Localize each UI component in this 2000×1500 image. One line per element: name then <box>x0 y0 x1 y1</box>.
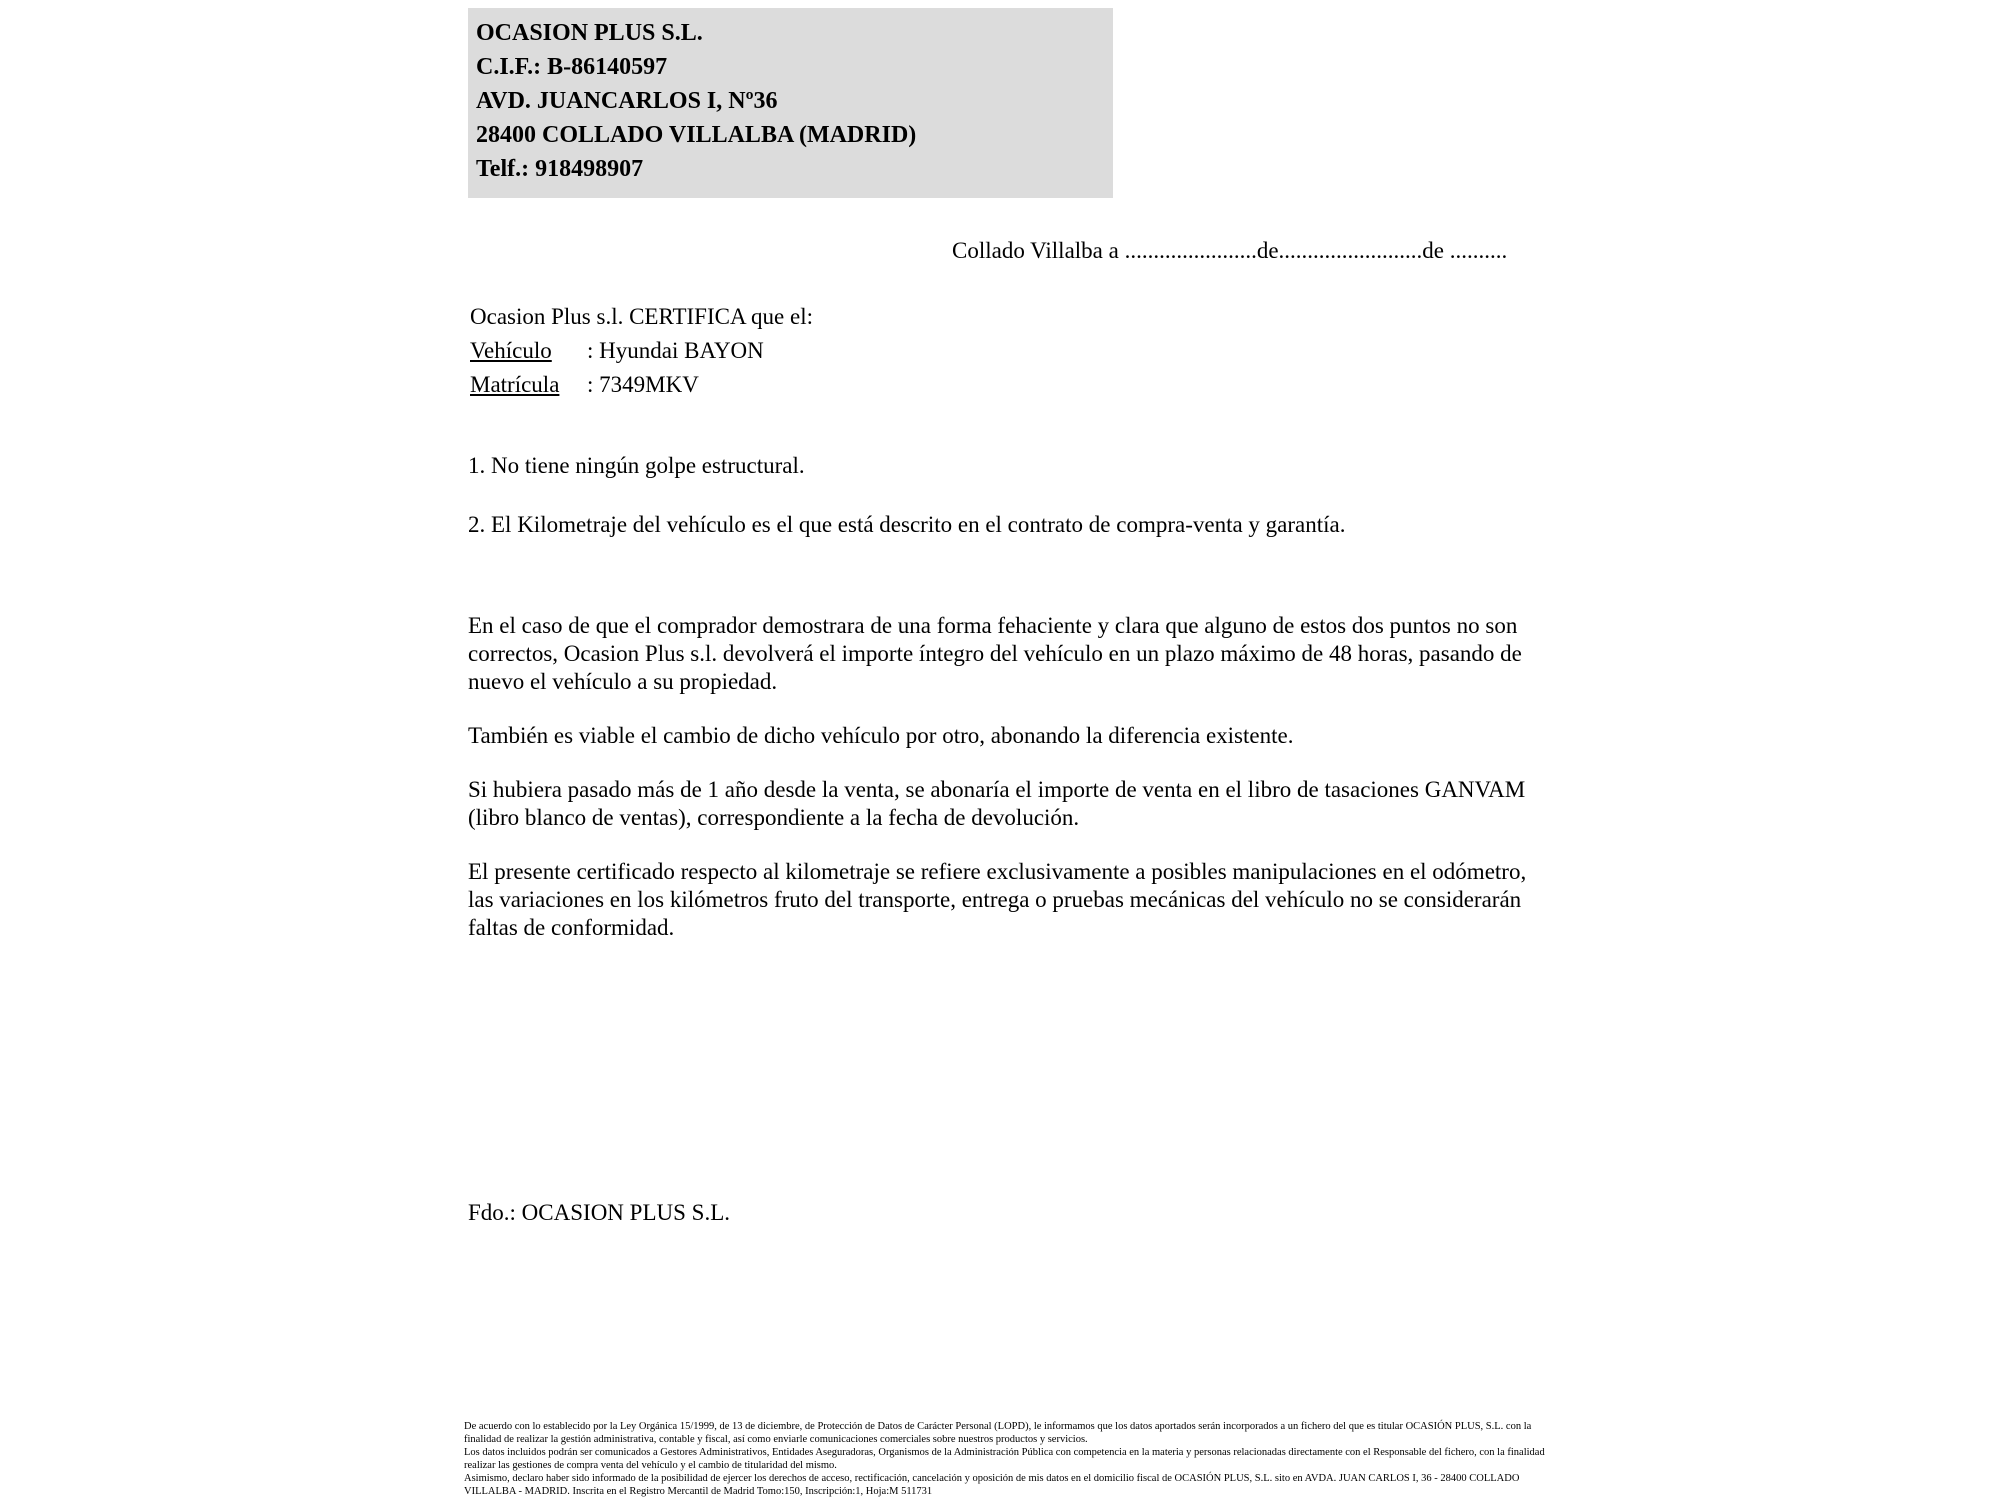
legal-lopd: De acuerdo con lo establecido por la Ley Orgánica 15/1999, de 13 de diciembre, de Protección de Datos de Carácter Personal (LOPD), le informamos que los datos aportados serán incorporados a un fichero del que es titular OCASIÓN PLUS, S.L. con la finalidad de realizar la gestión administrativa, contable y fiscal, así como enviarle comunicaciones comerciales sobre nuestros productos y servicios. <box>464 1421 1532 1445</box>
company-cif: C.I.F.: B-86140597 <box>476 54 668 80</box>
signature-line: Fdo.: OCASION PLUS S.L. <box>468 1200 730 1225</box>
plate-row <box>470 368 813 402</box>
vehicle-value: : Hyundai BAYON <box>587 338 764 363</box>
point-1: 1. No tiene ningún golpe estructural. <box>468 453 805 478</box>
plate-value: : 7349MKV <box>587 372 699 397</box>
paragraph-ganvam: Si hubiera pasado más de 1 año desde la venta, se abonaría el importe de venta en el libro de tasaciones GANVAM (libro blanco de ventas), correspondiente a la fecha de devolución. <box>468 777 1526 830</box>
vehicle-row <box>470 334 813 368</box>
company-address: AVD. JUANCARLOS I, Nº36 <box>476 88 778 114</box>
point-2: 2. El Kilometraje del vehículo es el que está descrito en el contrato de compra-venta y garantía. <box>468 512 1346 537</box>
paragraph-odometer: El presente certificado respecto al kilometraje se refiere exclusivamente a posibles manipulaciones en el odómetro, las variaciones en los kilómetros fruto del transporte, entrega o pruebas mecánicas del vehículo no se considerarán faltas de conformidad. <box>468 859 1527 940</box>
paragraph-refund: En el caso de que el comprador demostrara de una forma fehaciente y clara que alguno de estos dos puntos no son correctos, Ocasion Plus s.l. devolverá el importe íntegro del vehículo en un plazo máximo de 48 horas, pasando de nuevo el vehículo a su propiedad. <box>468 613 1522 694</box>
certified-points <box>468 452 1548 570</box>
company-header-box <box>468 8 1113 198</box>
plate-label: Matrícula <box>470 372 560 397</box>
certificate-intro-block <box>470 300 813 402</box>
legal-footer <box>464 1420 1550 1498</box>
date-line: Collado Villalba a .......................de.........................de .......... <box>952 238 1508 263</box>
company-city: 28400 COLLADO VILLALBA (MADRID) <box>476 122 917 148</box>
paragraph-exchange: También es viable el cambio de dicho vehículo por otro, abonando la diferencia existente. <box>468 723 1294 748</box>
company-name: OCASION PLUS S.L. <box>476 20 703 46</box>
certify-intro: Ocasion Plus s.l. CERTIFICA que el: <box>470 304 813 329</box>
body-paragraphs <box>468 612 1540 968</box>
vehicle-label: Vehículo <box>470 338 552 363</box>
legal-data-sharing: Los datos incluidos podrán ser comunicados a Gestores Administrativos, Entidades Aseguradoras, Organismos de la Administración Pública con competencia en la materia y personas relacionadas directamente con el Responsable del fichero, con la finalidad realizar las gestiones de compra venta del vehículo y el cambio de titularidad del mismo. <box>464 1447 1545 1471</box>
company-phone: Telf.: 918498907 <box>476 156 644 182</box>
legal-rights: Asimismo, declaro haber sido informado de la posibilidad de ejercer los derechos de acceso, rectificación, cancelación y oposición de mis datos en el domicilio fiscal de OCASIÓN PLUS, S.L. sito en AVDA. JUAN CARLOS I, 36 - 28400 COLLADO VILLALBA - MADRID. Inscrita en el Registro Mercantil de Madrid Tomo:150, Inscripción:1, Hoja:M 511731 <box>464 1473 1520 1497</box>
